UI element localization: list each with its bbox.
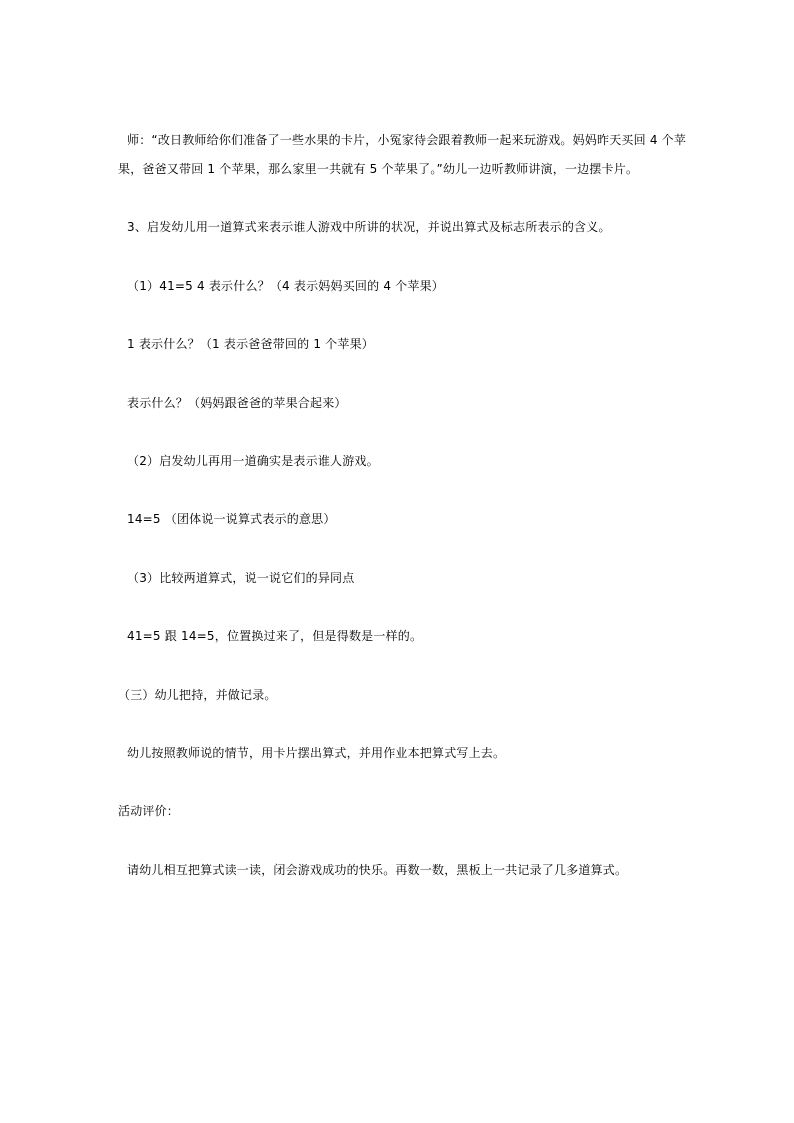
- paragraph-item-2: （2）启发幼儿再用一道确实是表示谁人游戏。: [127, 454, 379, 468]
- paragraph-item-2-equation: 14=5 （团体说一说算式表示的意思）: [127, 512, 336, 526]
- paragraph-item-3-compare: 41=5 跟 14=5，位置换过来了，但是得数是一样的。: [127, 629, 423, 643]
- section-heading-three: （三）幼儿把持，并做记录。: [118, 688, 277, 702]
- paragraph-teacher-dialogue: 师：“改日教师给你们准备了一些水果的卡片，小冤家待会跟着教师一起来玩游戏。妈妈昨天买回 4 个苹: [127, 133, 687, 147]
- paragraph-item-1-q3: 表示什么？（妈妈跟爸爸的苹果合起来）: [127, 396, 347, 410]
- paragraph-item-3: （3）比较两道算式，说一说它们的异同点: [127, 571, 355, 585]
- paragraph-evaluation: 请幼儿相互把算式读一读，闭会游戏成功的快乐。再数一数，黑板上一共记录了几多道算式。: [127, 863, 628, 877]
- paragraph-item-1: （1）41=5 4 表示什么？（4 表示妈妈买回的 4 个苹果）: [127, 279, 444, 293]
- paragraph-step-3: 3、启发幼儿用一道算式来表示谁人游戏中所讲的状况，并说出算式及标志所表示的含义。: [127, 220, 611, 234]
- paragraph-children-activity: 幼儿按照教师说的情节，用卡片摆出算式，并用作业本把算式写上去。: [127, 746, 506, 760]
- paragraph-teacher-dialogue-cont: 果，爸爸又带回 1 个苹果，那么家里一共就有 5 个苹果了。”幼儿一边听教师讲演，一边摆卡片。: [118, 162, 639, 176]
- paragraph-item-1-q2: 1 表示什么？（1 表示爸爸带回的 1 个苹果）: [127, 337, 374, 351]
- section-heading-evaluation: 活动评价：: [118, 804, 180, 818]
